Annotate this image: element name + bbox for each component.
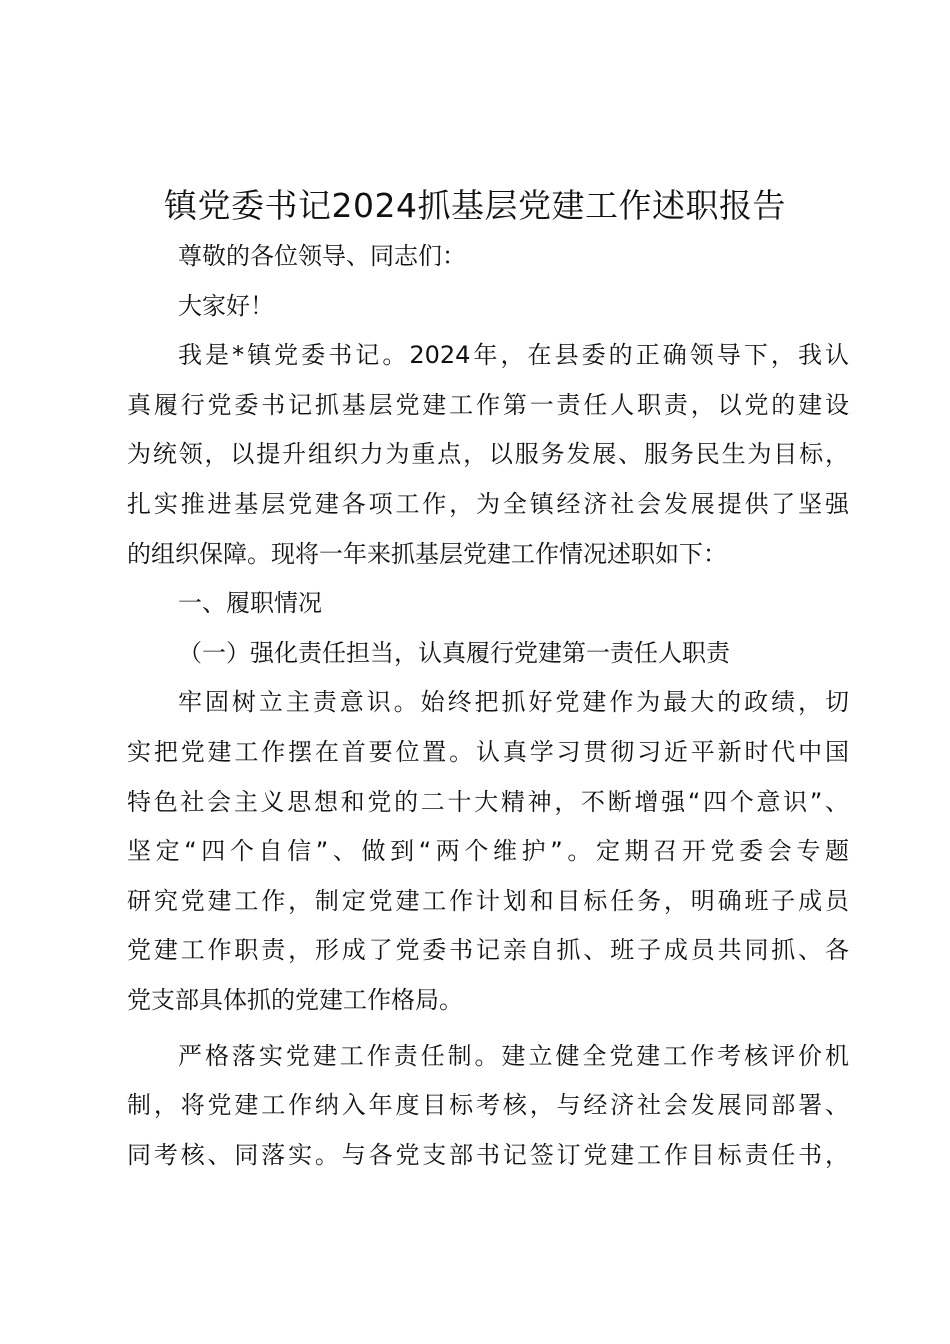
body-text-line: 真履行党委书记抓基层党建工作第一责任人职责，以党的建设 — [127, 390, 849, 419]
body-text-line: 党支部具体抓的党建工作格局。 — [127, 985, 463, 1014]
body-text-line: 坚定“四个自信”、做到“两个维护”。定期召开党委会专题 — [127, 837, 849, 866]
body-text-line: 扎实推进基层党建各项工作，为全镇经济社会发展提供了坚强 — [127, 489, 849, 518]
body-text-line: （一）强化责任担当，认真履行党建第一责任人职责 — [178, 638, 730, 667]
body-text-line: 同考核、同落实。与各党支部书记签订党建工作目标责任书， — [127, 1140, 849, 1169]
body-text-line: 特色社会主义思想和党的二十大精神，不断增强“四个意识”、 — [127, 787, 849, 816]
document-title: 镇党委书记2024抓基层党建工作述职报告 — [164, 186, 786, 225]
document-body — [127, 232, 849, 1180]
body-text-line: 一、履职情况 — [178, 589, 322, 618]
body-text-line: 尊敬的各位领导、同志们： — [178, 242, 466, 270]
body-text-line: 的组织保障。现将一年来抓基层党建工作情况述职如下： — [127, 539, 727, 568]
body-text-line: 为统领，以提升组织力为重点，以服务发展、服务民生为目标， — [127, 440, 849, 469]
body-text-line: 我是*镇党委书记。2024年，在县委的正确领导下，我认 — [178, 341, 849, 370]
body-text-line: 严格落实党建工作责任制。建立健全党建工作考核评价机 — [178, 1041, 849, 1070]
body-text-line: 大家好！ — [178, 291, 274, 320]
body-text-line: 实把党建工作摆在首要位置。认真学习贯彻习近平新时代中国 — [127, 737, 849, 766]
body-text-line: 牢固树立主责意识。始终把抓好党建作为最大的政绩，切 — [178, 688, 849, 717]
body-text-line: 党建工作职责，形成了党委书记亲自抓、班子成员共同抓、各 — [127, 936, 849, 965]
body-text-line: 研究党建工作，制定党建工作计划和目标任务，明确班子成员 — [127, 886, 849, 915]
body-text-line: 制，将党建工作纳入年度目标考核，与经济社会发展同部署、 — [127, 1091, 849, 1120]
